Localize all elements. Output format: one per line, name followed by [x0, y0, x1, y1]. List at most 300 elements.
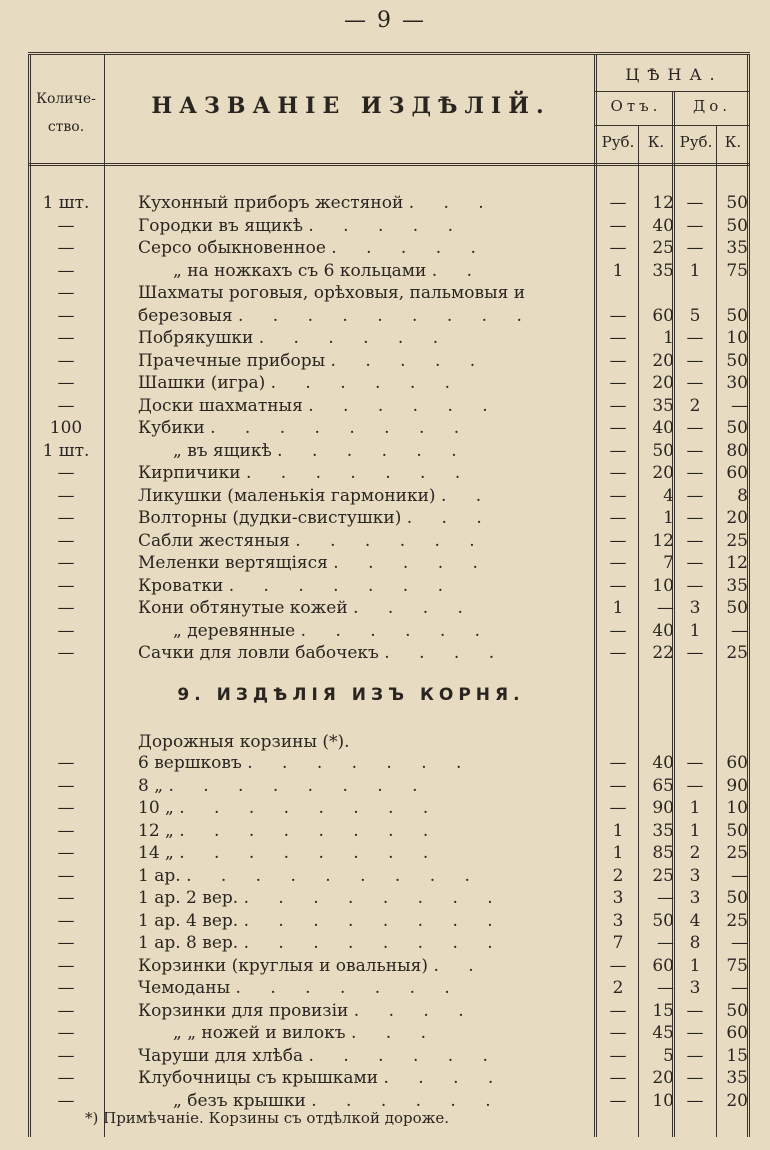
item-name-text: 10 „ — [138, 798, 174, 818]
price-to-rub-cell: — — [686, 328, 704, 348]
item-name-cell — [138, 1067, 588, 1090]
price-to-kop-cell: 90 — [726, 775, 748, 796]
header-bottom-rule — [28, 163, 750, 166]
quantity-cell: — — [57, 508, 75, 528]
price-to-kop-cell: 10 — [726, 328, 748, 348]
price-from-rub-cell: — — [609, 553, 627, 573]
price-from-rub-cell: — — [609, 418, 627, 438]
item-name-text: 14 „ — [138, 843, 174, 863]
leader-dots: . . . . . . — [308, 395, 500, 416]
item-name-text: Кухонный приборъ жестяной — [138, 193, 404, 213]
item-name-cell — [138, 192, 588, 215]
item-name-text: 1 ар. 2 вер. — [138, 888, 239, 908]
item-name-text: Кубики — [138, 418, 205, 438]
item-name-cell — [138, 327, 588, 350]
price-to-rub-cell: — — [686, 1068, 704, 1088]
item-name-cell — [138, 372, 588, 395]
table-row — [28, 865, 750, 888]
item-name-text: Доски шахматныя — [138, 395, 303, 416]
price-from-rub-cell: — — [609, 508, 627, 528]
price-from-kop-cell: 12 — [652, 193, 674, 213]
quantity-cell: — — [57, 530, 75, 551]
item-name-cell — [138, 820, 588, 843]
leader-dots: . . . . . . . . . — [186, 865, 482, 886]
price-to-rub-cell: — — [686, 553, 704, 573]
leader-dots: . . . . . . . . — [168, 775, 430, 796]
price-to-rub-cell: — — [686, 530, 704, 551]
item-name-text: Чаруши для хлѣба — [138, 1045, 304, 1066]
price-from-kop-cell: 10 — [652, 1090, 674, 1111]
price-to-kop-cell: 60 — [726, 463, 748, 483]
section-subtitle-row — [28, 731, 750, 754]
item-name-cell — [138, 775, 588, 798]
table-row — [28, 507, 750, 530]
item-name-text: березовыя — [138, 305, 233, 326]
price-from-rub-cell: 7 — [612, 933, 624, 953]
table-row — [28, 820, 750, 843]
price-to-rub-cell: — — [686, 485, 704, 506]
leader-dots: . . . . . — [331, 238, 488, 258]
price-to-kop-cell: 20 — [726, 1090, 748, 1111]
item-name-cell — [138, 597, 588, 620]
item-name-text: Серсо обыкновенное — [138, 238, 326, 258]
price-to-kop-cell: — — [731, 620, 748, 641]
leader-dots: . . . . . — [330, 350, 488, 371]
quantity-cell: — — [57, 1023, 75, 1043]
price-header-rule — [594, 91, 750, 92]
price-from-rub-cell: 1 — [612, 598, 624, 618]
table-row — [28, 575, 750, 598]
item-name-text: Клубочницы съ крышками — [138, 1068, 379, 1088]
price-to-rub-cell: — — [686, 575, 704, 596]
table-row — [28, 977, 750, 1000]
item-name-cell — [138, 642, 588, 665]
header-price: ЦѢНА. — [625, 65, 723, 84]
item-name-text: 1 ар. — [138, 865, 181, 886]
price-from-rub-cell: 2 — [612, 978, 624, 998]
price-from-kop-cell: 15 — [652, 1000, 674, 1021]
price-from-rub-cell: — — [609, 643, 627, 663]
price-to-kop-cell: 50 — [726, 193, 748, 213]
price-to-rub-cell: 1 — [689, 820, 701, 841]
price-to-kop-cell: 50 — [726, 820, 748, 841]
item-name-cell — [138, 215, 588, 238]
quantity-cell: — — [57, 305, 75, 326]
quantity-cell: — — [57, 753, 75, 773]
price-from-kop-cell: 20 — [652, 1068, 674, 1088]
price-to-kop-cell: 50 — [726, 1000, 748, 1021]
item-name-text: 6 вершковъ — [138, 753, 242, 773]
leader-dots: . . . . . . . . — [243, 933, 505, 953]
price-to-kop-cell: 75 — [726, 955, 748, 976]
item-name-cell — [138, 530, 588, 553]
price-to-rub-cell: — — [686, 373, 704, 393]
item-name-cell — [173, 440, 623, 463]
quantity-cell: — — [57, 395, 75, 416]
price-from-rub-cell: — — [609, 753, 627, 773]
price-from-kop-cell: 4 — [663, 485, 674, 506]
price-from-rub-cell: — — [609, 955, 627, 976]
price-to-rub-cell: 2 — [689, 395, 701, 416]
table-row — [28, 775, 750, 798]
price-to-rub-cell: 5 — [689, 305, 701, 326]
item-name-cell — [138, 462, 588, 485]
item-name-text: Корзинки (круглыя и овальныя) — [138, 955, 429, 976]
leader-dots: . . . . . . — [270, 373, 463, 393]
quantity-cell: 1 шт. — [42, 193, 90, 213]
price-to-rub-cell: 3 — [689, 888, 701, 908]
price-to-rub-cell: 8 — [689, 933, 701, 953]
price-from-kop-cell: 40 — [652, 215, 674, 236]
price-from-kop-cell: 10 — [652, 575, 674, 596]
item-name-text: „ деревянные — [173, 620, 296, 641]
quantity-cell: — — [57, 328, 75, 348]
price-to-rub-cell: 3 — [689, 865, 701, 886]
quantity-cell: — — [57, 820, 75, 841]
price-from-kop-cell: 35 — [652, 260, 674, 281]
leader-dots: . . . . . . . . — [210, 418, 472, 438]
price-to-kop-cell: 75 — [726, 260, 748, 281]
price-from-rub-cell: — — [609, 1000, 627, 1021]
header-item-name: НАЗВАНIЕ ИЗДѢЛIЙ. — [151, 93, 551, 119]
price-from-rub-cell: 3 — [612, 888, 624, 908]
item-name-text: Ликушки (маленькія гармоники) — [138, 485, 436, 506]
price-to-kop-cell: — — [731, 865, 748, 886]
price-from-kop-cell: 25 — [652, 238, 674, 258]
price-from-rub-cell: 1 — [612, 820, 624, 841]
quantity-cell: 100 — [49, 418, 83, 438]
item-name-text: Кирпичики — [138, 463, 241, 483]
quantity-cell: — — [57, 620, 75, 641]
price-from-rub-cell: — — [609, 328, 627, 348]
leader-dots: . . . — [350, 1023, 438, 1043]
item-name-cell — [138, 237, 588, 260]
item-name-cell — [138, 752, 588, 775]
leader-dots: . . . . . . . . — [243, 888, 505, 908]
quantity-cell: — — [57, 283, 75, 303]
price-from-rub-cell: — — [609, 215, 627, 236]
item-name-cell — [138, 1045, 588, 1068]
leader-dots: . . . . . . — [258, 328, 451, 348]
quantity-cell: — — [57, 643, 75, 663]
price-from-kop-cell: 40 — [652, 753, 674, 773]
item-name-text: 1 ар. 4 вер. — [138, 910, 239, 931]
price-to-kop-cell: 20 — [726, 508, 748, 528]
item-name-text: Прачечные приборы — [138, 350, 326, 371]
price-to-rub-cell: — — [686, 193, 704, 213]
item-name-text: Городки въ ящикѣ — [138, 215, 303, 236]
leader-dots: . . — [433, 955, 486, 976]
price-to-rub-cell: 1 — [689, 955, 701, 976]
item-name-cell — [138, 552, 588, 575]
item-name-text: 12 „ — [138, 820, 174, 841]
leader-dots: . . . . . — [333, 553, 490, 573]
price-from-rub-cell: — — [609, 193, 627, 213]
item-name-cell — [138, 955, 588, 978]
price-to-kop-cell: 50 — [726, 215, 748, 236]
item-name-cell — [138, 932, 588, 955]
price-to-kop-cell: 30 — [726, 373, 748, 393]
header-from-rub: Руб. — [601, 133, 635, 151]
price-to-kop-cell: 50 — [726, 598, 748, 618]
leader-dots: . . . . . . — [300, 620, 493, 641]
quantity-cell: — — [57, 215, 75, 236]
price-from-rub-cell: — — [609, 1023, 627, 1043]
leader-dots: . . . . . . . . — [243, 910, 505, 931]
item-name-text: „ въ ящикѣ — [173, 440, 272, 461]
table-row — [28, 1067, 750, 1090]
price-to-kop-cell: 10 — [726, 798, 748, 818]
item-name-text: Сачки для ловли бабочекъ — [138, 643, 379, 663]
price-to-kop-cell: 50 — [726, 350, 748, 371]
quantity-cell: — — [57, 373, 75, 393]
item-name-text: Волторны (дудки-свистушки) — [138, 508, 402, 528]
leader-dots: . . . . . . . . . — [237, 305, 534, 326]
price-to-kop-cell: 25 — [726, 843, 748, 863]
price-from-rub-cell: — — [609, 463, 627, 483]
price-from-rub-cell: — — [609, 485, 627, 506]
item-name-cell — [138, 485, 588, 508]
price-from-kop-cell: 5 — [663, 1045, 674, 1066]
price-from-kop-cell: — — [657, 888, 674, 908]
leader-dots: . . — [440, 485, 494, 506]
table-row — [28, 372, 750, 395]
quantity-cell: — — [57, 775, 75, 796]
table-row — [28, 552, 750, 575]
table-row — [28, 485, 750, 508]
price-to-rub-cell: 2 — [689, 843, 701, 863]
price-from-rub-cell: — — [609, 1068, 627, 1088]
price-to-kop-cell: 12 — [726, 553, 748, 573]
price-from-rub-cell: 1 — [612, 260, 624, 281]
quantity-cell: — — [57, 798, 75, 818]
item-name-cell — [138, 575, 588, 598]
item-name-cell — [138, 305, 588, 328]
page-number: — 9 — — [344, 8, 426, 33]
quantity-cell: — — [57, 238, 75, 258]
item-name-text: Корзинки для провизіи — [138, 1000, 349, 1021]
price-from-kop-cell: 22 — [652, 643, 674, 663]
table-row — [28, 260, 750, 283]
table-row — [28, 530, 750, 553]
price-from-kop-cell: 35 — [652, 395, 674, 416]
from-to-header-rule — [594, 125, 750, 126]
item-name-text: Шахматы роговыя, орѣховыя, пальмовыя и — [138, 283, 526, 303]
price-to-rub-cell: 4 — [689, 910, 701, 931]
leader-dots: . . . . . . — [295, 530, 487, 551]
item-name-cell — [138, 417, 588, 440]
price-from-kop-cell: 60 — [652, 955, 674, 976]
quantity-cell: — — [57, 955, 75, 976]
table-row — [28, 1000, 750, 1023]
header-to-rub: Руб. — [679, 133, 713, 151]
price-to-rub-cell: 1 — [689, 260, 701, 281]
item-name-cell — [173, 1022, 623, 1045]
price-to-rub-cell: — — [686, 463, 704, 483]
price-from-kop-cell: 60 — [652, 305, 674, 326]
item-name-cell — [138, 395, 588, 418]
leader-dots: . . . . — [353, 1000, 476, 1021]
table-row — [28, 842, 750, 865]
quantity-cell: — — [57, 1090, 75, 1111]
quantity-cell: — — [57, 1000, 75, 1021]
price-from-rub-cell: — — [609, 395, 627, 416]
price-to-kop-cell: 60 — [726, 753, 748, 773]
price-to-kop-cell: 50 — [726, 305, 748, 326]
price-to-rub-cell: — — [686, 775, 704, 796]
quantity-cell: — — [57, 910, 75, 931]
item-name-cell — [138, 797, 588, 820]
table-row — [28, 305, 750, 328]
price-to-kop-cell: 35 — [726, 575, 748, 596]
price-from-kop-cell: 90 — [652, 798, 674, 818]
price-to-rub-cell: — — [686, 1045, 704, 1066]
price-to-rub-cell: — — [686, 215, 704, 236]
item-name-cell — [138, 977, 588, 1000]
item-name-cell — [138, 350, 588, 373]
table-row — [28, 1022, 750, 1045]
leader-dots: . . . . . . — [277, 440, 469, 461]
price-from-rub-cell: 2 — [612, 865, 624, 886]
quantity-cell: — — [57, 350, 75, 371]
quantity-cell: 1 шт. — [42, 440, 90, 461]
quantity-cell: — — [57, 978, 75, 998]
leader-dots: . . . . — [353, 598, 475, 618]
table-row — [28, 597, 750, 620]
header-from-kop: К. — [647, 133, 665, 151]
leader-dots: . . . . . . . — [247, 753, 474, 773]
price-from-kop-cell: 12 — [652, 530, 674, 551]
price-from-kop-cell: 25 — [652, 865, 674, 886]
price-from-kop-cell: 35 — [652, 820, 674, 841]
quantity-cell: — — [57, 1068, 75, 1088]
price-to-rub-cell: — — [686, 238, 704, 258]
price-from-kop-cell: 7 — [663, 553, 674, 573]
price-from-rub-cell: — — [609, 798, 627, 818]
price-from-kop-cell: 50 — [652, 440, 674, 461]
price-to-kop-cell: 50 — [726, 888, 748, 908]
price-from-kop-cell: 50 — [652, 910, 674, 931]
section-title: 9. ИЗДѢЛIЯ ИЗЪ КОРНЯ. — [177, 685, 525, 705]
price-to-kop-cell: 50 — [726, 418, 748, 438]
item-name-cell — [138, 507, 588, 530]
price-from-rub-cell: — — [609, 350, 627, 371]
table-row — [28, 1045, 750, 1068]
item-name-cell — [138, 865, 588, 888]
price-to-rub-cell: 3 — [689, 978, 701, 998]
table-row — [28, 282, 750, 305]
table-row — [28, 955, 750, 978]
price-from-kop-cell: 40 — [652, 620, 674, 641]
price-from-rub-cell: — — [609, 1045, 627, 1066]
item-name-text: 1 ар. 8 вер. — [138, 933, 239, 953]
price-to-kop-cell: 35 — [726, 1068, 748, 1088]
price-to-kop-cell: — — [731, 933, 748, 953]
price-from-rub-cell: — — [609, 530, 627, 551]
item-name-text: Побрякушки — [138, 328, 254, 348]
leader-dots: . . . . . . . . — [179, 798, 441, 818]
leader-dots: . . . . . . . — [245, 463, 473, 483]
price-to-rub-cell: — — [686, 1000, 704, 1021]
leader-dots: . . . . . . . . — [179, 843, 441, 863]
price-to-kop-cell: 8 — [737, 485, 748, 506]
table-row — [28, 462, 750, 485]
price-to-kop-cell: — — [731, 978, 748, 998]
table-row — [28, 192, 750, 215]
price-from-rub-cell: — — [609, 1090, 627, 1111]
table-row — [28, 752, 750, 775]
price-to-kop-cell: 60 — [726, 1023, 748, 1043]
table-row — [28, 440, 750, 463]
price-from-kop-cell: 85 — [652, 843, 674, 863]
price-to-rub-cell: 3 — [689, 598, 701, 618]
price-to-kop-cell: 25 — [726, 530, 748, 551]
table-row — [28, 797, 750, 820]
leader-dots: . . . . . . — [311, 1090, 503, 1111]
quantity-cell: — — [57, 463, 75, 483]
header-price-to: До. — [693, 97, 731, 115]
table-row — [28, 887, 750, 910]
leader-dots: . . . — [406, 508, 494, 528]
price-from-rub-cell: — — [609, 575, 627, 596]
price-to-rub-cell: — — [686, 643, 704, 663]
price-to-rub-cell: — — [686, 753, 704, 773]
price-from-kop-cell: — — [657, 933, 674, 953]
price-to-rub-cell: 1 — [689, 620, 701, 641]
item-name-text: Кроватки — [138, 575, 224, 596]
quantity-cell: — — [57, 553, 75, 573]
item-name-text: „ „ ножей и вилокъ — [173, 1023, 346, 1043]
item-name-cell — [173, 620, 623, 643]
quantity-cell: — — [57, 598, 75, 618]
footnote: *) Примѣчаніе. Корзины съ отдѣлкой дороже. — [85, 1109, 450, 1127]
price-to-rub-cell: — — [686, 1090, 704, 1111]
item-name-cell — [138, 887, 588, 910]
item-name-text: Шашки (игра) — [138, 373, 266, 393]
price-to-rub-cell: — — [686, 350, 704, 371]
quantity-cell: — — [57, 865, 75, 886]
table-row — [28, 910, 750, 933]
header-price-from: Отъ. — [610, 97, 662, 115]
price-from-rub-cell: 3 — [612, 910, 624, 931]
header-to-kop: К. — [724, 133, 742, 151]
leader-dots: . . — [431, 260, 484, 281]
item-name-text: „ на ножкахъ съ 6 кольцами — [173, 260, 427, 281]
price-from-kop-cell: 65 — [652, 775, 674, 796]
item-name-cell — [138, 1000, 588, 1023]
quantity-cell: — — [57, 485, 75, 506]
item-name-text: Меленки вертящіяся — [138, 553, 328, 573]
price-from-kop-cell: 1 — [663, 328, 674, 348]
quantity-cell: — — [57, 575, 75, 596]
table-row — [28, 395, 750, 418]
leader-dots: . . . — [408, 193, 496, 213]
price-from-kop-cell: 20 — [652, 463, 674, 483]
table-row — [28, 237, 750, 260]
quantity-cell: — — [57, 888, 75, 908]
item-name-text: Чемоданы — [138, 978, 231, 998]
price-to-kop-cell: 15 — [726, 1045, 748, 1066]
price-from-rub-cell: — — [609, 440, 627, 461]
item-name-text: „ безъ крышки — [173, 1090, 306, 1111]
item-name-text: 8 „ — [138, 775, 164, 796]
price-from-rub-cell: — — [609, 238, 627, 258]
table-row — [28, 932, 750, 955]
price-from-rub-cell: — — [609, 775, 627, 796]
price-from-kop-cell: 1 — [663, 508, 674, 528]
table-row — [28, 417, 750, 440]
price-to-kop-cell: 80 — [726, 440, 748, 461]
